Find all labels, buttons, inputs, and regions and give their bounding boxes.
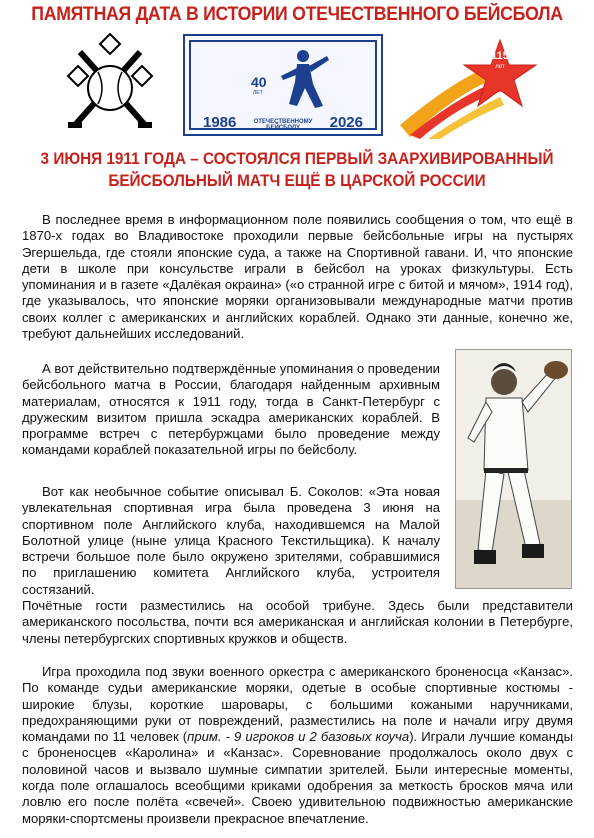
paragraph-5-italic-note: прим. - 9 игроков и 2 базовых коуча [187, 729, 410, 745]
headline-line-2: БЕЙСБОЛЬНЫЙ МАТЧ ЕЩЁ В ЦАРСКОЙ РОССИИ [108, 171, 486, 190]
article-paragraph-5 [22, 664, 573, 827]
anniversary-logo [183, 34, 383, 136]
anniversary-number: 40 [251, 74, 267, 90]
crossed-bats-ball-icon [60, 30, 160, 140]
pitcher-silhouette-icon [273, 46, 333, 112]
baseball-player-photo [455, 349, 572, 589]
page-banner-title: ПАМЯТНАЯ ДАТА В ИСТОРИИ ОТЕЧЕСТВЕННОГО БЕЙСБОЛА [31, 4, 563, 25]
article-paragraph-1: В последнее время в информационном поле появились сообщения о том, что ещё в 1870-х годах во Владивостоке проходили первые бейсбольные игры на пустырях Эгершельда, где стояли японские суда, а также на Спортивной гавани. И, что японские дети в школе при консульстве играли в бейсбол на уроках физкультуры. Есть упоминания и в газете «Далёкая окраина» («о странной игре с битой и мячом», 1914 год), где указывалось, что японские моряки организовывали международные матчи против своих коллег с американских и английских кораблей. Однако эти данные, конечно же, требуют дальнейших исследований. [22, 212, 573, 342]
year-end: 2026 [329, 114, 363, 131]
star-anniversary-number: 115 [491, 50, 509, 62]
article-paragraph-3: Вот как необычное событие описывал Б. Соколов: «Эта новая увлекательная спортивная игра была проведена 3 июня на спортивном поле Английского клуба, находившемся на Малой Болотной улице (ныне улица Красного Текстильщика). К началу встречи большое поле было окружено зрителями, собравшимися по приглашению комитета Английского клуба, устроителя состязаний. [22, 484, 440, 597]
headline-line-1: 3 ИЮНЯ 1911 ГОДА – СОСТОЯЛСЯ ПЕРВЫЙ ЗААРХИВИРОВАННЫЙ [40, 149, 554, 168]
paragraph-5-text-a: Игра проходила под звуки военного оркестра с американского броненосца «Канзас». По команде судьи американские моряки, одетые в особые спортивные костюмы - широкие блузы, короткие шаровары, с большими кожаными наручниками, предохраняющими руки от повреждений, разместились на поле и начали игру двумя командами по 11 человек ( [22, 664, 573, 745]
logo-caption: ОТЕЧЕСТВЕННОМУ БЕЙСБОЛУ [253, 119, 313, 131]
star-anniversary-label: лет [495, 64, 505, 70]
paragraph-5-text-b: ). Играли лучшие команды с броненосцев «Каролина» и «Канзас». Соревнование продолжалось около двух с половиной часов и вызвало шумные симпатии зрителей. Были интересные моменты, когда поле оглашалось всеобщими криками одобрения за меткость бросков мяча или ловлю его после полёта «свечей». Своею удивительною подвижностью американские моряки-спортсмены произвели прекрасное впечатление. [22, 729, 573, 826]
article-paragraph-4: Почётные гости разместились на особой трибуне. Здесь были представители американского посольства, почти вся американская и английская колонии в Петербурге, члены петербургских спортивных кружков и обществ. [22, 598, 573, 646]
anniversary-years-label: ЛЕТ [253, 90, 263, 96]
article-headline [0, 148, 594, 192]
article-paragraph-2: А вот действительно подтверждённые упоминания о проведении бейсбольного матча в России, благодаря найденным архивным материалам, относятся к 1911 году, тогда в Санкт-Петербург с дружеским визитом пришла эскадра американских кораблей. В программе встреч с петербуржцами было проведение между командами кораблей показательной игры по бейсболу. [22, 361, 440, 458]
year-start: 1986 [203, 114, 237, 131]
